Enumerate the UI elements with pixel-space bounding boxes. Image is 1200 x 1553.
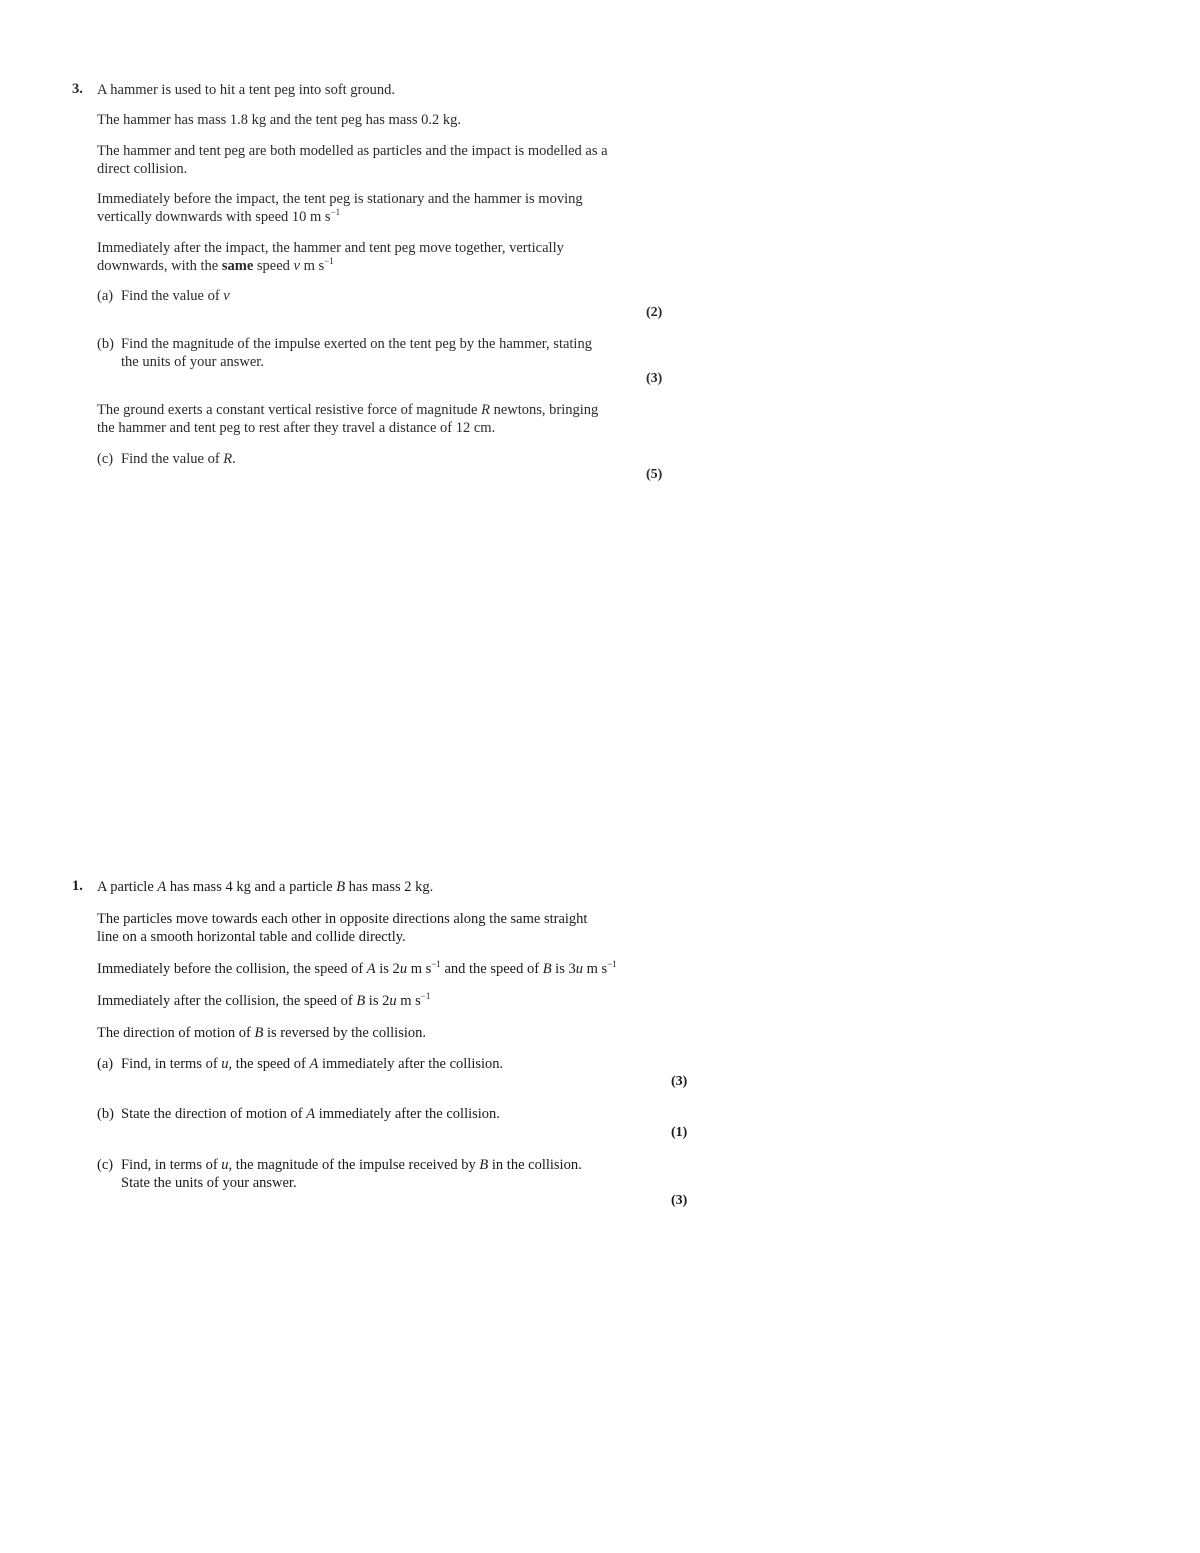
- before-impact-statement: [97, 190, 583, 226]
- masses-statement: The hammer has mass 1.8 kg and the tent peg has mass 0.2 kg.: [97, 112, 462, 128]
- part-text: Find the value of: [121, 288, 224, 304]
- before-line-2: vertically downwards with speed 10 m s: [97, 209, 331, 225]
- variable-u: u: [575, 961, 583, 977]
- emphasis-same: same: [221, 258, 254, 274]
- variable-B: B: [356, 993, 366, 1009]
- part-a: [97, 1055, 503, 1073]
- text: immediately after the collision.: [318, 1056, 504, 1072]
- part-text-line-2: State the units of your answer.: [121, 1175, 297, 1191]
- variable-v: v: [223, 288, 230, 304]
- part-b: [97, 335, 592, 371]
- marks-badge: (5): [646, 467, 663, 482]
- model-line-2: direct collision.: [97, 161, 188, 177]
- text: is 2: [375, 961, 400, 977]
- after-line-1: Immediately after the impact, the hammer and tent peg move together, vertically: [97, 240, 564, 256]
- after-line-2-post: speed: [253, 258, 294, 274]
- part-label: (a): [97, 1056, 114, 1072]
- text: Find, in terms of: [121, 1157, 222, 1173]
- part-label: (c): [97, 1157, 114, 1173]
- text: has mass 2 kg.: [345, 879, 434, 895]
- ground-line-2: the hammer and tent peg to rest after they travel a distance of 12 cm.: [97, 420, 496, 436]
- variable-A: A: [157, 879, 167, 895]
- part-text: Find the magnitude of the impulse exerted on the tent peg by the hammer, stating: [121, 336, 592, 352]
- unit: m s: [396, 993, 421, 1009]
- variable-R: R: [223, 451, 233, 467]
- text: A particle: [97, 879, 158, 895]
- text: , the magnitude of the impulse received by: [228, 1157, 480, 1173]
- reversed-statement: [97, 1024, 426, 1042]
- part-label: (a): [97, 288, 114, 304]
- text: Immediately after the collision, the speed of: [97, 993, 357, 1009]
- model-line-1: The hammer and tent peg are both modelled as particles and the impact is modelled as a: [97, 143, 608, 159]
- unit: m s: [407, 961, 432, 977]
- motion-statement: [97, 910, 587, 946]
- question-intro: A hammer is used to hit a tent peg into soft ground.: [97, 82, 396, 98]
- variable-u: u: [221, 1056, 229, 1072]
- variable-A: A: [309, 1056, 319, 1072]
- ground-line-1-post: newtons, bringing: [489, 402, 599, 418]
- marks-badge: (3): [671, 1074, 688, 1089]
- part-label: (b): [97, 1106, 114, 1122]
- part-c: [97, 450, 236, 468]
- text: The direction of motion of: [97, 1025, 255, 1041]
- text: is reversed by the collision.: [263, 1025, 426, 1041]
- ground-statement: [97, 401, 598, 437]
- superscript: −1: [607, 959, 617, 969]
- question-intro: [97, 878, 433, 896]
- text: immediately after the collision.: [315, 1106, 500, 1122]
- superscript: −1: [431, 959, 441, 969]
- variable-B: B: [542, 961, 552, 977]
- superscript: −1: [420, 991, 431, 1001]
- motion-line-2: line on a smooth horizontal table and collide directly.: [97, 929, 406, 945]
- part-a: [97, 287, 230, 305]
- variable-B: B: [336, 879, 346, 895]
- question-number: 1.: [72, 878, 83, 894]
- variable-v: v: [293, 258, 300, 274]
- text: Immediately before the collision, the speed of: [97, 961, 367, 977]
- period: .: [232, 451, 236, 467]
- superscript: −1: [324, 256, 334, 266]
- after-collision-statement: [97, 992, 430, 1010]
- variable-u: u: [389, 993, 397, 1009]
- variable-R: R: [481, 402, 490, 418]
- variable-u: u: [399, 961, 408, 977]
- text: Find, in terms of: [121, 1056, 222, 1072]
- text: in the collision.: [488, 1157, 582, 1173]
- part-c: [97, 1156, 582, 1192]
- text: is 3: [551, 961, 576, 977]
- unit: m s: [299, 258, 325, 274]
- after-impact-statement: [97, 239, 564, 275]
- text: has mass 4 kg and a particle: [166, 879, 337, 895]
- marks-badge: (1): [671, 1125, 688, 1140]
- marks-badge: (2): [646, 305, 663, 320]
- marks-badge: (3): [671, 1193, 688, 1208]
- part-text-line-2: the units of your answer.: [121, 354, 264, 370]
- text: , the speed of: [228, 1056, 310, 1072]
- before-line-1: Immediately before the impact, the tent peg is stationary and the hammer is moving: [97, 191, 583, 207]
- part-label: (b): [97, 336, 114, 352]
- before-collision-statement: [97, 960, 617, 978]
- variable-A: A: [306, 1106, 316, 1122]
- superscript: −1: [330, 207, 341, 217]
- ground-line-1: The ground exerts a constant vertical resistive force of magnitude: [97, 402, 482, 418]
- text: and the speed of: [440, 961, 543, 977]
- text: State the direction of motion of: [121, 1106, 307, 1122]
- variable-A: A: [366, 961, 376, 977]
- after-line-2: downwards, with the: [97, 258, 222, 274]
- part-b: [97, 1105, 500, 1123]
- motion-line-1: The particles move towards each other in opposite directions along the same straight: [97, 911, 588, 927]
- variable-u: u: [221, 1157, 229, 1173]
- part-text: Find the value of: [121, 451, 224, 467]
- variable-B: B: [479, 1157, 489, 1173]
- text: is 2: [365, 993, 390, 1009]
- unit: m s: [582, 961, 608, 977]
- marks-badge: (3): [646, 371, 663, 386]
- variable-B: B: [254, 1025, 264, 1041]
- model-statement: [97, 142, 608, 178]
- question-number: 3.: [72, 81, 83, 97]
- part-label: (c): [97, 451, 114, 467]
